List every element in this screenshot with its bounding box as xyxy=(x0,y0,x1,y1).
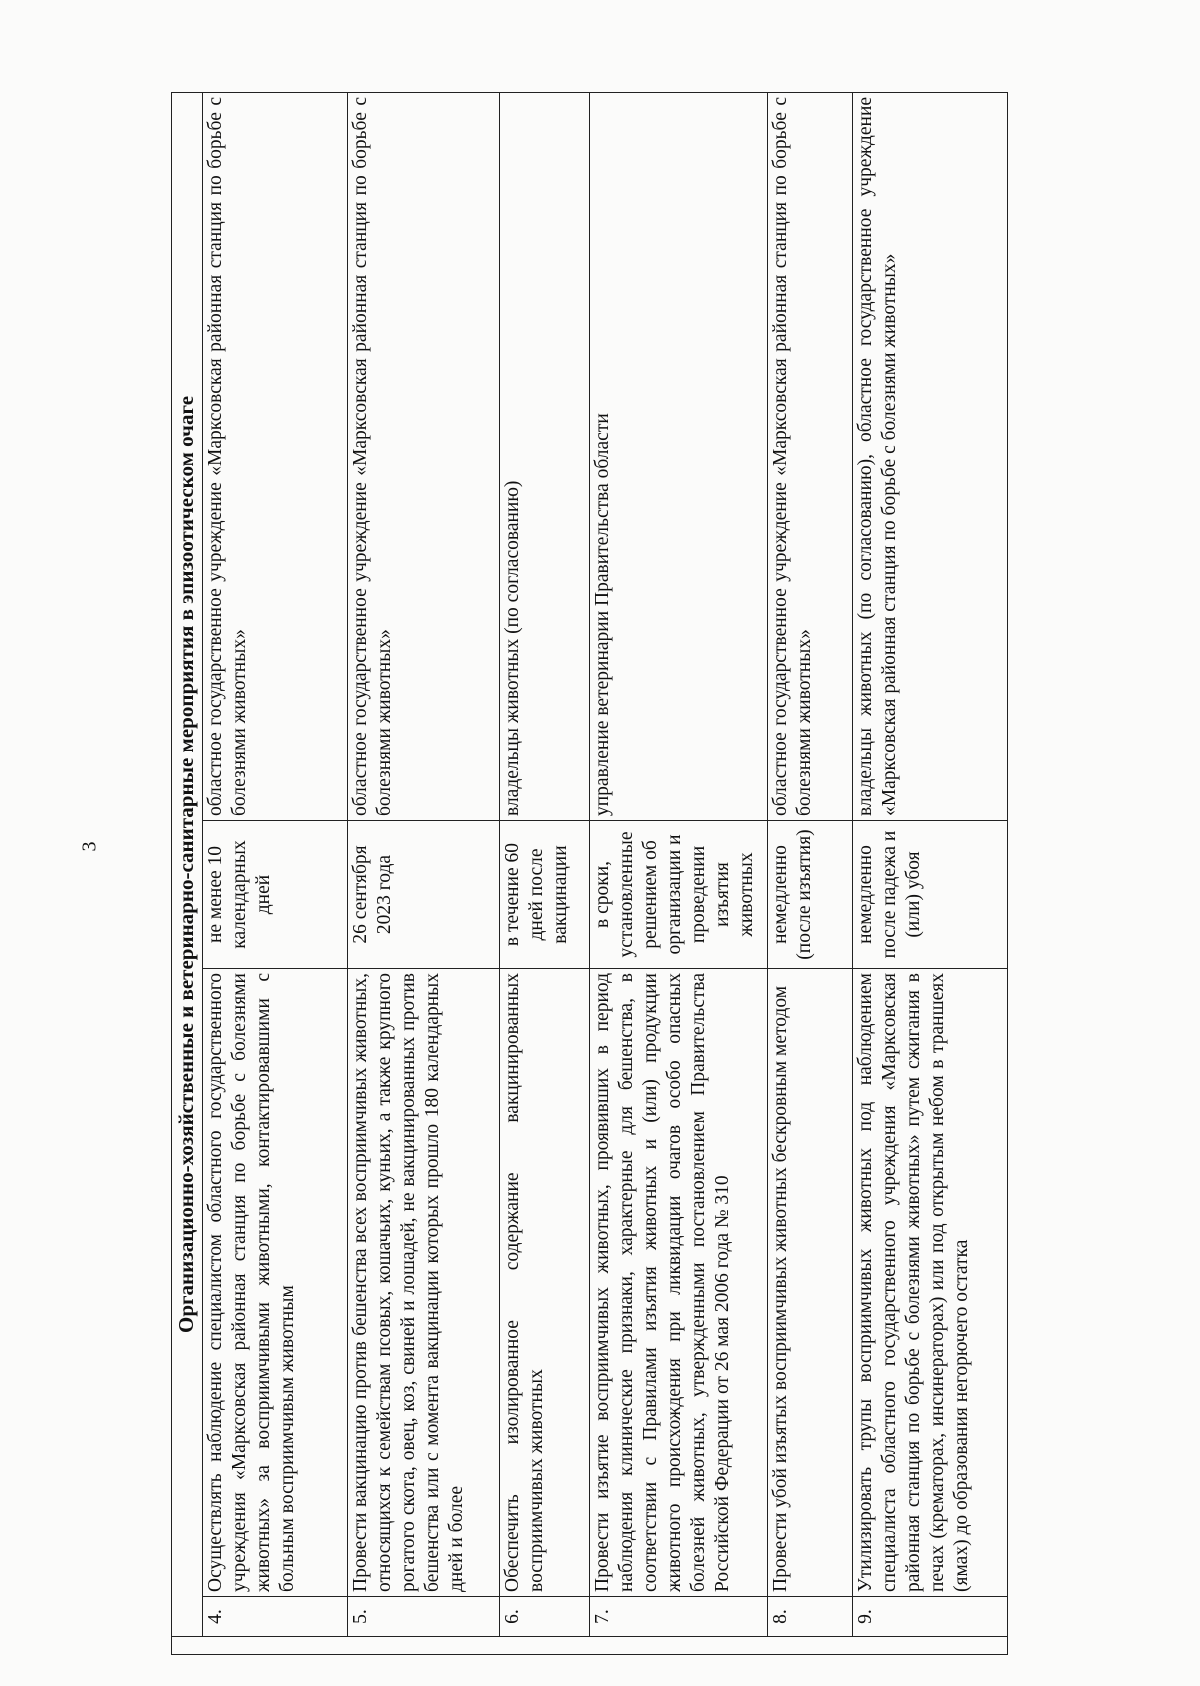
section-title: Организационно-хозяйственные и ветеринарно-санитарные мероприятия в эпизоотическом очаге xyxy=(172,92,203,1636)
activity-cell: Провести вакцинацию против бешенства всех восприимчивых животных, относящихся к семействам псовых, кошачьих, куньих, а также крупного рогатого скота, овец, коз, свиней и лошадей, не вакцинированных против бешенства или с момента вакцинации которых прошло 180 календарных дней и более xyxy=(347,969,499,1597)
table-row xyxy=(202,92,347,1654)
table-row xyxy=(767,92,852,1654)
responsible-cell: областное государственное учреждение «Марксовская районная станция по борьбе с болезнями животных» xyxy=(202,92,347,820)
page-number: 3 xyxy=(78,841,101,852)
period-cell: немедленно (после изъятия) xyxy=(767,821,852,969)
responsible-cell: областное государственное учреждение «Марксовская районная станция по борьбе с болезнями животных» xyxy=(767,92,852,820)
activity-cell: Провести убой изъятых восприимчивых животных бескровным методом xyxy=(767,969,852,1597)
period-cell: не менее 10 календарных дней xyxy=(202,821,347,969)
row-number: 8. xyxy=(767,1597,852,1637)
activity-cell: Обеспечить изолированное содержание вакцинированных восприимчивых животных xyxy=(499,969,589,1597)
responsible-cell: владельцы животных (по согласованию) xyxy=(499,92,589,820)
table-row xyxy=(347,92,499,1654)
row-number: 9. xyxy=(852,1597,1007,1637)
period-cell: в течение 60 дней после вакцинации xyxy=(499,821,589,969)
period-cell: немедленно после падежа и (или) убоя xyxy=(852,821,1007,969)
activity-cell: Провести изъятие восприимчивых животных, проявивших в период наблюдения клинические признаки, характерные для бешенства, в соответствии с Правилами изъятия животных и (или) продукции животного происхождения при ликвидации очагов особо опасных болезней животных, утвержденными постановлением Правительства Российской Федерации от 26 мая 2006 года № 310 xyxy=(589,969,767,1597)
table-row xyxy=(852,92,1007,1654)
period-cell: в сроки, установленные решением об организации и проведении изъятия животных xyxy=(589,821,767,969)
blank-cell xyxy=(172,1637,1008,1655)
row-number: 6. xyxy=(499,1597,589,1637)
responsible-cell: управление ветеринарии Правительства области xyxy=(589,92,767,820)
table-row xyxy=(499,92,589,1654)
section-header-row xyxy=(172,92,203,1654)
row-number: 4. xyxy=(202,1597,347,1637)
activity-cell: Осуществлять наблюдение специалистом областного государственного учреждения «Марксовская районная станция по борьбе с болезнями животных» за восприимчивыми животными, контактировавшими с больным восприимчивым животным xyxy=(202,969,347,1597)
period-cell: 26 сентября 2023 года xyxy=(347,821,499,969)
rotated-table-container xyxy=(171,93,1006,1655)
measures-table xyxy=(171,92,1008,1655)
row-number: 5. xyxy=(347,1597,499,1637)
activity-cell: Утилизировать трупы восприимчивых животных под наблюдением специалиста областного государственного учреждения «Марксовская районная станция по борьбе с болезнями животных» путем сжигания в печах (крематорах, инсинераторах) или под открытым небом в траншеях (ямах) до образования негорючего остатка xyxy=(852,969,1007,1597)
responsible-cell: владельцы животных (по согласованию), областное государственное учреждение «Марксовская районная станция по борьбе с болезнями животных» xyxy=(852,92,1007,820)
responsible-cell: областное государственное учреждение «Марксовская районная станция по борьбе с болезнями животных» xyxy=(347,92,499,820)
row-number: 7. xyxy=(589,1597,767,1637)
table-row xyxy=(589,92,767,1654)
